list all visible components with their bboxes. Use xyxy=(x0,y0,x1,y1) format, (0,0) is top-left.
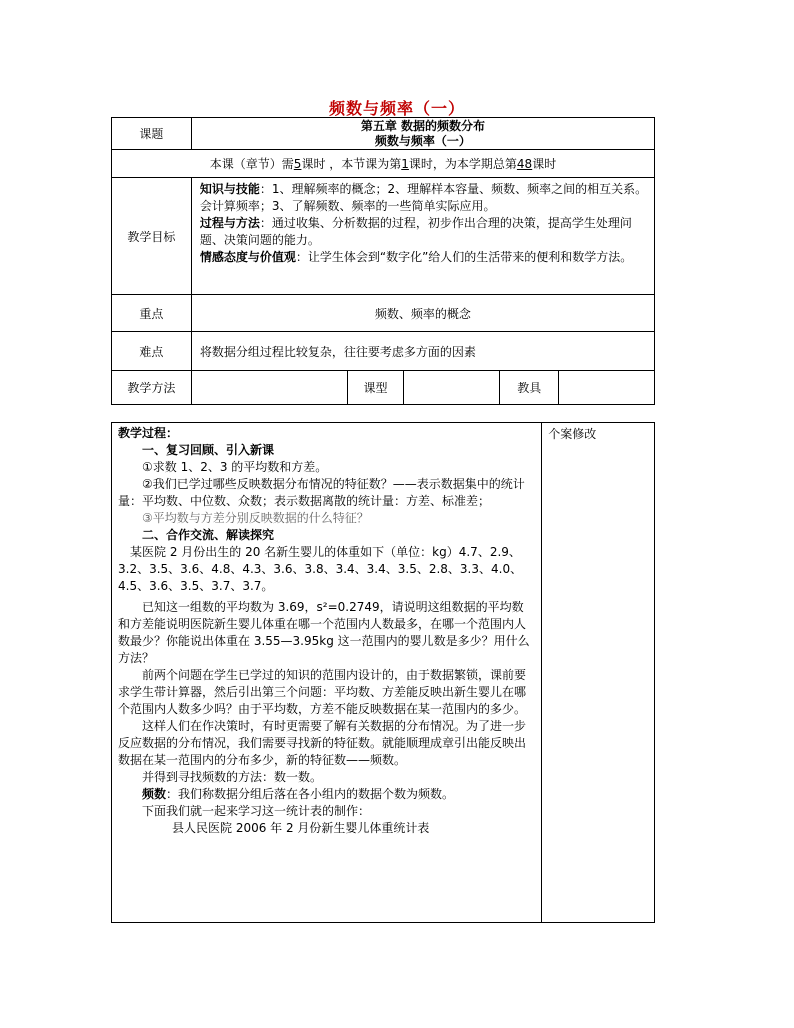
hours-this: 1 xyxy=(401,157,409,171)
goal-process-head: 过程与方法 xyxy=(199,216,260,230)
tools-label: 教具 xyxy=(517,381,542,395)
goals-label-cell xyxy=(112,178,192,295)
method-value-cell xyxy=(191,371,347,405)
topic-label-cell xyxy=(112,118,192,150)
goals-cell xyxy=(191,178,654,295)
process-cell xyxy=(112,423,542,923)
table-caption-line: 县人民医院 2006 年 2 月份新生婴儿体重统计表 xyxy=(172,821,430,835)
method-label: 教学方法 xyxy=(127,381,176,395)
hours-text-3: 课时，为本学期总第 xyxy=(408,157,517,171)
goal-attitude-head: 情感态度与价值观 xyxy=(199,250,296,264)
diff-cell xyxy=(191,332,654,371)
tools-value-cell xyxy=(559,371,655,405)
frequency-definition xyxy=(118,786,535,803)
hours-text-2: 课时 ，本节课为第 xyxy=(301,157,402,171)
section-heading-1: 一、复习回顾、引入新课 xyxy=(142,443,275,457)
diff-text: 将数据分组过程比较复杂，往往要考虑多方面的因素 xyxy=(199,344,476,359)
review-q2: ②我们已学过哪些反映数据分布情况的特征数？——表示数据集中的统计量：平均数、中位数、众数；表示数据离散的统计量：方差、标准差； xyxy=(118,477,525,508)
goal-knowledge xyxy=(200,181,648,215)
frequency-definition-text: ：我们称数据分组后落在各小组内的数据个数为频数。 xyxy=(166,787,455,801)
frequency-term: 频数 xyxy=(142,787,167,801)
diff-label: 难点 xyxy=(139,344,164,359)
goal-attitude-text: ：让学生体会到“数字化”给人们的生活带来的便利和数学方法。 xyxy=(295,250,633,264)
key-text: 频数、频率的概念 xyxy=(374,306,471,321)
topic-cell xyxy=(191,118,654,150)
table-intro-line: 下面我们就一起来学习这一统计表的制作： xyxy=(142,804,371,818)
key-cell xyxy=(191,295,654,332)
tools-label-cell xyxy=(500,371,559,405)
goal-process-text: ：通过收集、分析数据的过程，初步作出合理的决策，提高学生处理问题、决策问题的能力。 xyxy=(199,216,632,247)
hours-text-4: 课时 xyxy=(532,157,557,171)
hours-needed: 5 xyxy=(293,157,302,171)
topic-line-2: 频数与频率（一） xyxy=(374,133,471,148)
type-value-cell xyxy=(404,371,500,405)
method-label-cell xyxy=(112,371,192,405)
lesson-info-table xyxy=(111,117,655,405)
goal-knowledge-text: ：1、理解频率的概念；2、理解样本容量、频数、频率之间的相互关系。会计算频率；3、了解频数、频率的一些简单实际应用。 xyxy=(199,182,648,213)
review-q1: ①求数 1、2、3 的平均数和方差。 xyxy=(142,460,328,474)
hours-text-1: 本课（章节）需 xyxy=(209,157,294,171)
weights-paragraph: 某医院 2 月份出生的 20 名新生婴儿的体重如下（单位：kg）4.7、2.9、3.2、3.5、3.6、4.8、4.3、3.6、3.8、3.4、3.4、3.5、2.8、3.3、4.0、4.5、3.6、3.5、3.7、3.7。 xyxy=(118,545,523,593)
page-title: 频数与频率（一） xyxy=(328,99,465,118)
goal-process xyxy=(200,215,648,249)
type-label-cell xyxy=(347,371,404,405)
revision-label: 个案修改 xyxy=(548,427,597,441)
goals-label: 教学目标 xyxy=(127,229,176,244)
mean-variance-paragraph: 已知这一组数的平均数为 3.69，s²=0.2749，请说明这组数据的平均数和方差能说明医院新生婴儿体重在哪一个范围内人数最多，在哪一个范围内人数最少？你能说出体重在 3.55—3.95kg 这一范围内的婴儿数是多少？用什么方法？ xyxy=(118,600,530,665)
frequency-intro-paragraph: 这样人们在作决策时，有时更需要了解有关数据的分布情况。为了进一步反应数据的分布情况，我们需要寻找新的特征数。就能顺理成章引出能反映出数据在某一范围内的分布多少，新的特征数——频数。 xyxy=(118,719,527,767)
goal-knowledge-head: 知识与技能 xyxy=(199,182,260,196)
topic-label: 课题 xyxy=(139,127,164,141)
count-method-line: 并得到寻找频数的方法：数一数。 xyxy=(142,770,323,784)
hours-cell xyxy=(112,150,655,178)
hours-total: 48 xyxy=(516,157,533,171)
section-heading-2: 二、合作交流、解读探究 xyxy=(142,528,275,542)
key-label-cell xyxy=(112,295,192,332)
key-label: 重点 xyxy=(139,306,164,321)
revision-cell xyxy=(542,423,655,923)
process-label: 教学过程： xyxy=(118,426,179,440)
teaching-process-table xyxy=(111,422,655,923)
design-paragraph: 前两个问题在学生已学过的知识的范围内设计的，由于数据繁锁，课前要求学生带计算器，然后引出第三个问题：平均数、方差能反映出新生婴儿在哪个范围内人数多少吗？由于平均数，方差不能反映数据在某一范围内的多少。 xyxy=(118,668,527,716)
review-q3: ③平均数与方差分别反映数据的什么特征？ xyxy=(142,511,369,525)
topic-line-1: 第五章 数据的频数分布 xyxy=(360,118,486,133)
type-label: 课型 xyxy=(363,381,388,395)
goal-attitude xyxy=(200,249,648,266)
diff-label-cell xyxy=(112,332,192,371)
